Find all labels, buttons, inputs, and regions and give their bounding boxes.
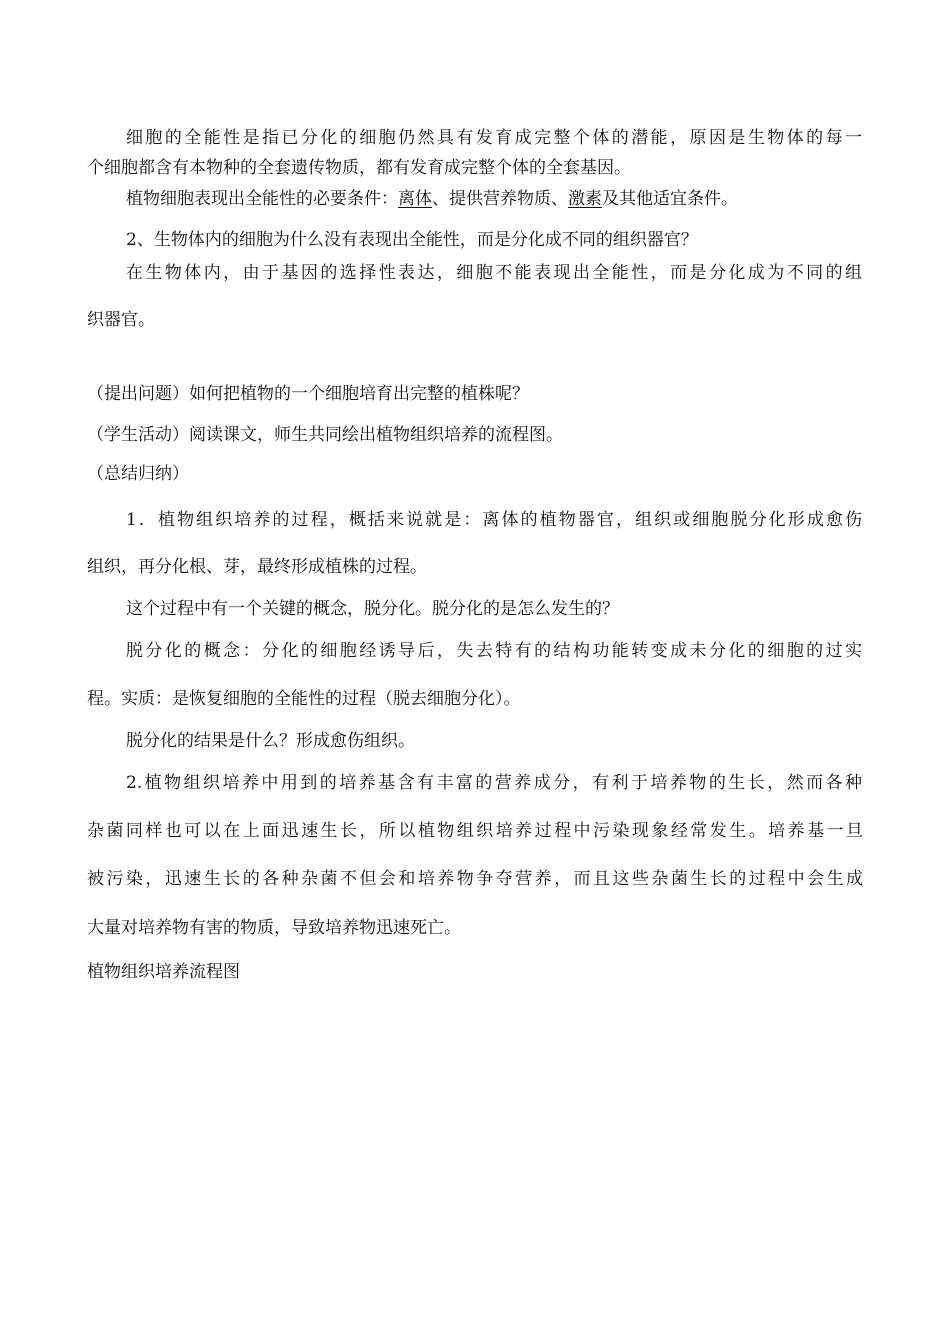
student-activity: （学生活动）阅读课文，师生共同绘出植物组织培养的流程图。 — [87, 425, 563, 445]
conditions-suffix: 及其他适宜条件。 — [602, 189, 738, 209]
term-hormone: 激素 — [568, 189, 602, 209]
para-totipotency-line1: 细胞的全能性是指已分化的细胞仍然具有发育成完整个体的潜能，原因是生物体的每一 — [126, 128, 862, 148]
para-totipotency-line2: 个细胞都含有本物种的全套遗传物质，都有发育成完整个体的全套基因。 — [87, 158, 631, 178]
conditions-prefix: 植物细胞表现出全能性的必要条件： — [126, 189, 398, 209]
concept-line1: 脱分化的概念：分化的细胞经诱导后，失去特有的结构功能转变成未分化的细胞的过实 — [126, 641, 862, 661]
point1-line1: 1．植物组织培养的过程，概括来说就是：离体的植物器官，组织或细胞脱分化形成愈伤 — [126, 510, 862, 530]
question-2: 2、生物体内的细胞为什么没有表现出全能性，而是分化成不同的组织器官？ — [126, 230, 698, 250]
para-conditions — [126, 188, 738, 210]
point2-line2: 杂菌同样也可以在上面迅速生长，所以植物组织培养过程中污染现象经常发生。培养基一旦 — [87, 821, 863, 841]
point2-line3: 被污染，迅速生长的各种杂菌不但会和培养物争夺营养，而且这些杂菌生长的过程中会生成 — [87, 869, 863, 889]
concept-line2: 程。实质：是恢复细胞的全能性的过程（脱去细胞分化）。 — [87, 689, 521, 709]
point2-line4: 大量对培养物有害的物质，导致培养物迅速死亡。 — [87, 918, 461, 938]
ask-question: （提出问题）如何把植物的一个细胞培育出完整的植株呢？ — [87, 384, 529, 404]
summary-heading: （总结归纳） — [87, 464, 189, 484]
point1-line2: 组织，再分化根、芽，最终形成植株的过程。 — [87, 557, 427, 577]
result-line: 脱分化的结果是什么？形成愈伤组织。 — [126, 731, 415, 751]
answer-2-line1: 在生物体内，由于基因的选择性表达，细胞不能表现出全能性，而是分化成为不同的组 — [126, 263, 862, 283]
conditions-mid: 、提供营养物质、 — [432, 189, 568, 209]
flowchart-title: 植物组织培养流程图 — [87, 962, 240, 982]
concept-question: 这个过程中有一个关键的概念，脱分化。脱分化的是怎么发生的？ — [126, 599, 619, 619]
term-isolated: 离体 — [398, 189, 432, 209]
point2-line1: 2.植物组织培养中用到的培养基含有丰富的营养成分，有利于培养物的生长，然而各种 — [126, 773, 862, 793]
answer-2-line2: 织器官。 — [87, 310, 155, 330]
